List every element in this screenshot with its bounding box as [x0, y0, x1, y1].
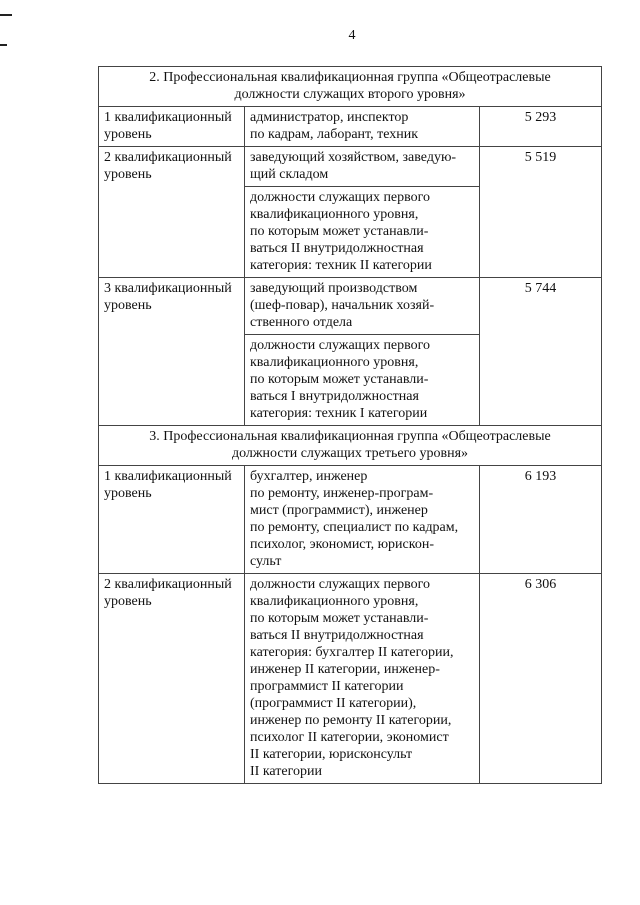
positions-text: администратор, инспектор по кадрам, лаборант, техник [250, 110, 419, 142]
level-cell [99, 147, 245, 278]
salary-value: 5 744 [524, 281, 557, 296]
table-row [99, 574, 602, 784]
group-header-row [99, 426, 602, 466]
group-title-text: 2. Профессиональная квалификационная группа «Общеотраслевые должности служащих второго уровня» [149, 70, 551, 102]
positions-text: бухгалтер, инженер по ремонту, инженер-програм- мист (программист), инженер по ремонту, специалист по кадрам, психолог, экономист, юрискон- сульт [250, 469, 459, 569]
level-cell [99, 107, 245, 147]
level-label: 1 квалификационный уровень [104, 469, 232, 501]
positions-text: заведующий хозяйством, заведую- щий складом [250, 150, 457, 182]
salary-cell [480, 574, 602, 784]
table-row [99, 278, 602, 335]
positions-cell [245, 147, 480, 187]
positions-cell [245, 187, 480, 278]
table-row [99, 147, 602, 187]
page-edge-mark [0, 44, 7, 46]
table-row [99, 107, 602, 147]
level-label: 3 квалификационный уровень [104, 281, 232, 313]
positions-text: заведующий производством (шеф-повар), начальник хозяй- ственного отдела [250, 281, 435, 330]
salary-cell [480, 278, 602, 426]
salary-cell [480, 466, 602, 574]
level-cell [99, 466, 245, 574]
salary-value: 6 193 [524, 469, 557, 484]
salary-cell [480, 147, 602, 278]
positions-cell [245, 107, 480, 147]
positions-text: должности служащих первого квалификационного уровня, по которым может устанавли- ваться II внутридолжностная категория: бухгалтер II категории, инженер II категории, инженер- программист II категории (программист II категории), инженер по ремонту II категории, психолог II категории, экономист II категории, юрисконсульт II категории [250, 577, 454, 779]
level-cell [99, 574, 245, 784]
positions-cell [245, 574, 480, 784]
level-label: 2 квалификационный уровень [104, 150, 232, 182]
group-header-row [99, 67, 602, 107]
table-row [99, 466, 602, 574]
positions-text: должности служащих первого квалификационного уровня, по которым может устанавли- ваться II внутридолжностная категория: техник II категории [250, 190, 432, 273]
page-number: 4 [348, 28, 356, 43]
group-title-text: 3. Профессиональная квалификационная группа «Общеотраслевые должности служащих третьего уровня» [149, 429, 551, 461]
group-title [99, 426, 602, 466]
group-title [99, 67, 602, 107]
salary-value: 5 293 [524, 110, 557, 125]
page-edge-mark [0, 14, 12, 16]
positions-cell [245, 466, 480, 574]
level-label: 2 квалификационный уровень [104, 577, 232, 609]
level-cell [99, 278, 245, 426]
salary-value: 5 519 [524, 150, 557, 165]
positions-text: должности служащих первого квалификационного уровня, по которым может устанавли- ваться I внутридолжностная категория: техник I категории [250, 338, 431, 421]
salary-value: 6 306 [524, 577, 557, 592]
salary-cell [480, 107, 602, 147]
positions-cell [245, 335, 480, 426]
positions-cell [245, 278, 480, 335]
level-label: 1 квалификационный уровень [104, 110, 232, 142]
qualification-table [98, 66, 602, 784]
